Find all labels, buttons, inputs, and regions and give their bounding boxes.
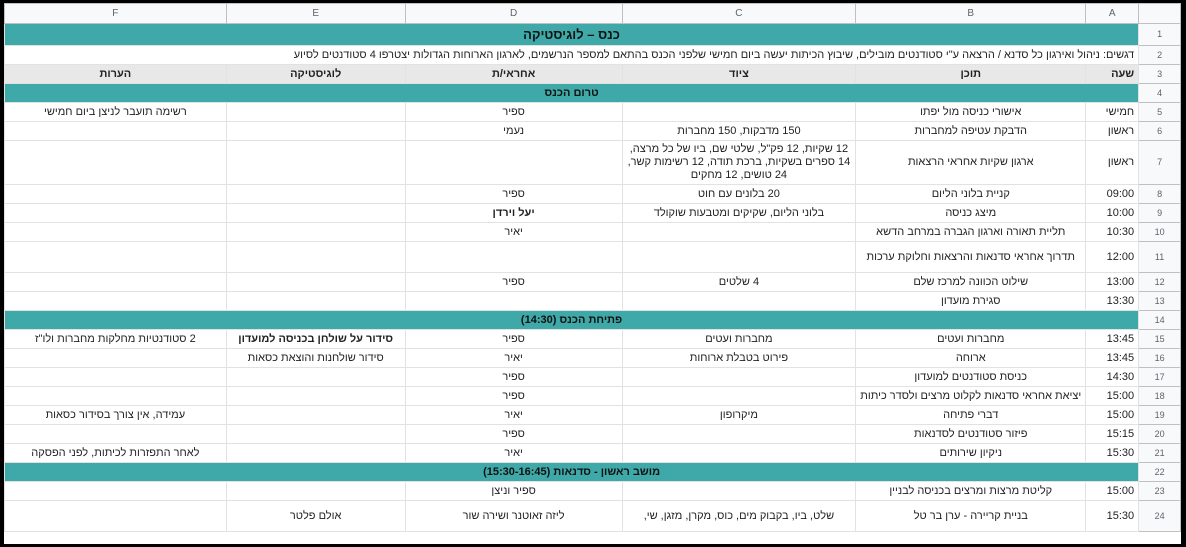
notes-cell[interactable] — [5, 482, 227, 501]
time-cell[interactable]: 14:30 — [1086, 368, 1139, 387]
header-content[interactable]: תוכן — [856, 65, 1086, 84]
equipment-cell[interactable]: 20 בלונים עם חוט — [622, 185, 856, 204]
content-cell[interactable]: סגירת מועדון — [856, 292, 1086, 311]
notes-cell[interactable] — [5, 204, 227, 223]
time-cell[interactable]: 15:00 — [1086, 406, 1139, 425]
notes-cell[interactable]: 2 סטודנטיות מחלקות מחברות ולו"ז — [5, 330, 227, 349]
logistics-cell[interactable] — [226, 425, 405, 444]
logistics-cell[interactable] — [226, 242, 405, 273]
notes-cell[interactable] — [5, 501, 227, 532]
header-row — [5, 65, 1181, 84]
row-header[interactable]: 2 — [1139, 46, 1181, 65]
row-header[interactable]: 20 — [1139, 425, 1181, 444]
content-cell[interactable]: קליטת מרצות ומרצים בכניסה לבניין — [856, 482, 1086, 501]
logistics-cell[interactable] — [226, 103, 405, 122]
column-header[interactable]: F — [5, 4, 227, 24]
equipment-cell[interactable]: 4 שלטים — [622, 273, 856, 292]
table-row — [5, 103, 1181, 122]
section-cell[interactable]: מושב ראשון - סדנאות (15:30-16:45) — [5, 463, 1139, 482]
notes-cell[interactable] — [5, 368, 227, 387]
table-row — [5, 273, 1181, 292]
logistics-cell[interactable]: אולם פלטר — [226, 501, 405, 532]
equipment-cell[interactable] — [622, 223, 856, 242]
note-cell[interactable]: דגשים: ניהול ואירגון כל סדנא / הרצאה ע"י סטודנטים מובילים, שיבוץ הכיתות יעשה ביום חמישי שלפני הכנס בהתאם למספר הנרשמים, לארגון הארוחות הגדולות יצטרפו 4 סטודנטים לסיוע — [5, 46, 1139, 65]
equipment-cell[interactable] — [622, 425, 856, 444]
header-logistics[interactable]: לוגיסטיקה — [226, 65, 405, 84]
time-cell[interactable]: 15:00 — [1086, 482, 1139, 501]
responsible-cell[interactable]: יאיר — [405, 406, 622, 425]
table-row — [5, 185, 1181, 204]
row-header[interactable]: 7 — [1139, 141, 1181, 185]
logistics-cell[interactable] — [226, 482, 405, 501]
time-cell[interactable]: ראשון — [1086, 122, 1139, 141]
table-row — [5, 482, 1181, 501]
content-cell[interactable]: יציאת אחראי סדנאות לקלוט מרצים ולסדר כיתות — [856, 387, 1086, 406]
content-cell[interactable]: פיזור סטודנטים לסדנאות — [856, 425, 1086, 444]
notes-cell[interactable] — [5, 387, 227, 406]
note-row — [5, 46, 1181, 65]
content-cell[interactable]: קניית בלוני הליום — [856, 185, 1086, 204]
time-cell[interactable]: 10:00 — [1086, 204, 1139, 223]
table-row — [5, 242, 1181, 273]
select-all-corner[interactable] — [1139, 4, 1181, 24]
notes-cell[interactable] — [5, 141, 227, 185]
column-header[interactable]: D — [405, 4, 622, 24]
logistics-cell[interactable] — [226, 368, 405, 387]
responsible-cell[interactable]: ספיר — [405, 185, 622, 204]
logistics-cell[interactable] — [226, 273, 405, 292]
column-header[interactable]: C — [622, 4, 856, 24]
column-header[interactable]: E — [226, 4, 405, 24]
table-row — [5, 425, 1181, 444]
equipment-cell[interactable]: פירוט בטבלת ארוחות — [622, 349, 856, 368]
content-cell[interactable]: בניית קריירה - ערן בר טל — [856, 501, 1086, 532]
row-header[interactable]: 12 — [1139, 273, 1181, 292]
equipment-cell[interactable] — [622, 242, 856, 273]
row-header[interactable]: 19 — [1139, 406, 1181, 425]
row-header[interactable]: 6 — [1139, 122, 1181, 141]
notes-cell[interactable] — [5, 273, 227, 292]
equipment-cell[interactable]: 12 שקיות, 12 פק"ל, שלטי שם, ביו של כל מרצה, 14 ספרים בשקיות, ברכת תודה, 12 רשימות קשר, 24 טושים, 12 מחקים — [622, 141, 856, 185]
responsible-cell[interactable]: ספיר — [405, 273, 622, 292]
table-row — [5, 122, 1181, 141]
content-cell[interactable]: ארגון שקיות אחראי הרצאות — [856, 141, 1086, 185]
responsible-cell[interactable]: ספיר — [405, 425, 622, 444]
logistics-cell[interactable] — [226, 141, 405, 185]
row-header[interactable]: 9 — [1139, 204, 1181, 223]
responsible-cell[interactable]: ספיר — [405, 330, 622, 349]
notes-cell[interactable] — [5, 185, 227, 204]
section-cell[interactable]: פתיחת הכנס (14:30) — [5, 311, 1139, 330]
section-row — [5, 463, 1181, 482]
row-header[interactable]: 21 — [1139, 444, 1181, 463]
section-row — [5, 84, 1181, 103]
notes-cell[interactable] — [5, 223, 227, 242]
sheet-grid — [4, 3, 1181, 532]
table-row — [5, 141, 1181, 185]
time-cell[interactable]: 15:15 — [1086, 425, 1139, 444]
time-cell[interactable]: 13:45 — [1086, 349, 1139, 368]
equipment-cell[interactable] — [622, 444, 856, 463]
equipment-cell[interactable]: מחברות ועטים — [622, 330, 856, 349]
table-row — [5, 444, 1181, 463]
equipment-cell[interactable] — [622, 482, 856, 501]
content-cell[interactable]: דברי פתיחה — [856, 406, 1086, 425]
table-row — [5, 406, 1181, 425]
column-header[interactable]: B — [856, 4, 1086, 24]
row-header[interactable]: 14 — [1139, 311, 1181, 330]
content-cell[interactable]: שילוט הכוונה למרכז שלם — [856, 273, 1086, 292]
responsible-cell[interactable]: נעמי — [405, 122, 622, 141]
responsible-cell[interactable]: יעל וירדן — [405, 204, 622, 223]
table-row — [5, 387, 1181, 406]
table-row — [5, 349, 1181, 368]
equipment-cell[interactable]: בלוני הליום, שקיקים ומטבעות שוקולד — [622, 204, 856, 223]
title-row — [5, 24, 1181, 46]
title-cell[interactable]: כנס – לוגיסטיקה — [5, 24, 1139, 46]
table-row — [5, 501, 1181, 532]
header-responsible[interactable]: אחראי/ת — [405, 65, 622, 84]
logistics-cell[interactable] — [226, 406, 405, 425]
equipment-cell[interactable] — [622, 292, 856, 311]
logistics-cell[interactable]: סידור על שולחן בכניסה למועדון — [226, 330, 405, 349]
logistics-cell[interactable] — [226, 204, 405, 223]
row-header[interactable]: 1 — [1139, 24, 1181, 46]
logistics-cell[interactable] — [226, 387, 405, 406]
content-cell[interactable]: אישורי כניסה מול יפתו — [856, 103, 1086, 122]
row-header[interactable]: 17 — [1139, 368, 1181, 387]
time-cell[interactable]: 12:00 — [1086, 242, 1139, 273]
equipment-cell[interactable]: מיקרופון — [622, 406, 856, 425]
time-cell[interactable]: חמישי — [1086, 103, 1139, 122]
logistics-cell[interactable] — [226, 122, 405, 141]
notes-cell[interactable] — [5, 292, 227, 311]
row-header[interactable]: 10 — [1139, 223, 1181, 242]
logistics-cell[interactable] — [226, 223, 405, 242]
row-header[interactable]: 24 — [1139, 501, 1181, 532]
responsible-cell[interactable]: יאיר — [405, 349, 622, 368]
logistics-cell[interactable]: סידור שולחנות והוצאת כסאות — [226, 349, 405, 368]
row-header[interactable]: 22 — [1139, 463, 1181, 482]
notes-cell[interactable]: עמידה, אין צורך בסידור כסאות — [5, 406, 227, 425]
row-header[interactable]: 15 — [1139, 330, 1181, 349]
row-header[interactable]: 13 — [1139, 292, 1181, 311]
time-cell[interactable]: 13:30 — [1086, 292, 1139, 311]
notes-cell[interactable]: לאחר התפזרות לכיתות, לפני הפסקה — [5, 444, 227, 463]
responsible-cell[interactable] — [405, 242, 622, 273]
time-cell[interactable]: 15:00 — [1086, 387, 1139, 406]
responsible-cell[interactable]: ספיר — [405, 368, 622, 387]
notes-cell[interactable] — [5, 425, 227, 444]
table-row — [5, 223, 1181, 242]
equipment-cell[interactable] — [622, 368, 856, 387]
row-header[interactable]: 11 — [1139, 242, 1181, 273]
column-header[interactable]: A — [1086, 4, 1139, 24]
column-header-row — [5, 4, 1181, 24]
content-cell[interactable]: תליית תאורה וארגון הגברה במרחב הדשא — [856, 223, 1086, 242]
row-header[interactable]: 8 — [1139, 185, 1181, 204]
equipment-cell[interactable] — [622, 387, 856, 406]
row-header[interactable]: 4 — [1139, 84, 1181, 103]
spreadsheet — [4, 3, 1181, 544]
responsible-cell[interactable]: ספיר וניצן — [405, 482, 622, 501]
notes-cell[interactable]: רשימה תועבר לניצן ביום חמישי — [5, 103, 227, 122]
table-row — [5, 368, 1181, 387]
logistics-cell[interactable] — [226, 185, 405, 204]
time-cell[interactable]: 10:30 — [1086, 223, 1139, 242]
time-cell[interactable]: 15:30 — [1086, 444, 1139, 463]
section-cell[interactable]: טרום הכנס — [5, 84, 1139, 103]
responsible-cell[interactable]: ספיר — [405, 387, 622, 406]
row-header[interactable]: 3 — [1139, 65, 1181, 84]
responsible-cell[interactable]: יאיר — [405, 223, 622, 242]
header-notes[interactable]: הערות — [5, 65, 227, 84]
row-header[interactable]: 18 — [1139, 387, 1181, 406]
content-cell[interactable]: מיצג כניסה — [856, 204, 1086, 223]
row-header[interactable]: 5 — [1139, 103, 1181, 122]
section-row — [5, 311, 1181, 330]
time-cell[interactable]: 15:30 — [1086, 501, 1139, 532]
header-equipment[interactable]: ציוד — [622, 65, 856, 84]
table-row — [5, 292, 1181, 311]
responsible-cell[interactable]: יאיר — [405, 444, 622, 463]
row-header[interactable]: 23 — [1139, 482, 1181, 501]
responsible-cell[interactable] — [405, 292, 622, 311]
equipment-cell[interactable]: 150 מדבקות, 150 מחברות — [622, 122, 856, 141]
time-cell[interactable]: ראשון — [1086, 141, 1139, 185]
content-cell[interactable]: ניקיון שירותים — [856, 444, 1086, 463]
content-cell[interactable]: ארוחה — [856, 349, 1086, 368]
row-header[interactable]: 16 — [1139, 349, 1181, 368]
content-cell[interactable]: תדרוך אחראי סדנאות והרצאות וחלוקת ערכות — [856, 242, 1086, 273]
responsible-cell[interactable]: ספיר — [405, 103, 622, 122]
notes-cell[interactable] — [5, 242, 227, 273]
content-cell[interactable]: כניסת סטודנטים למועדון — [856, 368, 1086, 387]
content-cell[interactable]: הדבקת עטיפה למחברות — [856, 122, 1086, 141]
notes-cell[interactable] — [5, 122, 227, 141]
table-row — [5, 204, 1181, 223]
logistics-cell[interactable] — [226, 444, 405, 463]
equipment-cell[interactable] — [622, 103, 856, 122]
time-cell[interactable]: 13:00 — [1086, 273, 1139, 292]
responsible-cell[interactable] — [405, 141, 622, 185]
time-cell[interactable]: 13:45 — [1086, 330, 1139, 349]
responsible-cell[interactable]: ליזה זאוטנר ושירה שור — [405, 501, 622, 532]
notes-cell[interactable] — [5, 349, 227, 368]
header-time[interactable]: שעה — [1086, 65, 1139, 84]
table-row — [5, 330, 1181, 349]
time-cell[interactable]: 09:00 — [1086, 185, 1139, 204]
content-cell[interactable]: מחברות ועטים — [856, 330, 1086, 349]
logistics-cell[interactable] — [226, 292, 405, 311]
equipment-cell[interactable]: שלט, ביו, בקבוק מים, כוס, מקרן, מזגן, שי, — [622, 501, 856, 532]
